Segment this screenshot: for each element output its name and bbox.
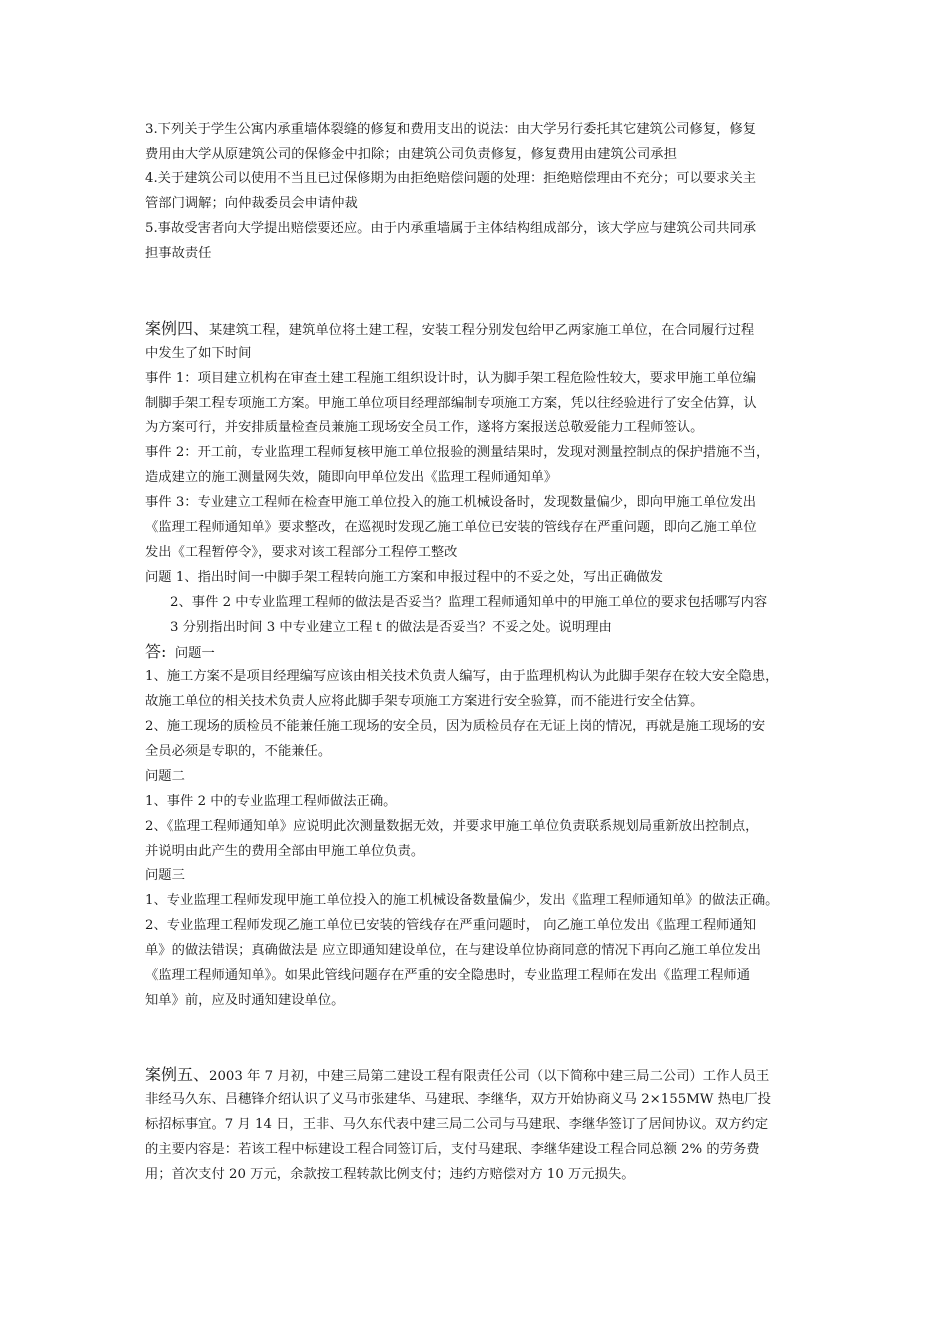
answer-subheading: 问题三 (145, 868, 185, 883)
question-line: 问题 1、指出时间一中脚手架工程转向施工方案和申报过程中的不妥之处，写出正确做发 (145, 570, 663, 585)
case5-title: 案例五、 (145, 1065, 210, 1084)
answer-line: 并说明由此产生的费用全部由甲施工单位负责。 (145, 844, 425, 859)
answer-heading (145, 642, 215, 664)
question-line: 3 分别指出时间 3 中专业建立工程ｔ的做法是否妥当？不妥之处。说明理由 (170, 620, 612, 635)
answer-line: 知单》前，应及时通知建设单位。 (145, 993, 345, 1008)
case4-title: 案例四、 (145, 319, 210, 338)
answer-label: 答: (145, 642, 167, 661)
case4-intro: 某建筑工程，建筑单位将土建工程，安装工程分别发包给甲乙两家施工单位，在合同履行过程 (209, 323, 755, 338)
answer-line: 1、专业监理工程师发现甲施工单位投入的施工机械设备数量偏少，发出《监理工程师通知单》的做法正确。 (145, 893, 779, 908)
paragraph-line: 发出《工程暂停令》，要求对该工程部分工程停工整改 (145, 545, 458, 560)
paragraph-line: 中发生了如下时间 (145, 346, 252, 361)
answer-line: 单》的做法错误；真确做法是 应立即通知建设单位，在与建设单位协商同意的情况下再向乙施工单位发出 (145, 943, 761, 958)
case4-heading-line (145, 319, 754, 341)
answer-line: 2、施工现场的质检员不能兼任施工现场的安全员，因为质检员存在无证上岗的情况，再就是施工现场的安 (145, 719, 766, 734)
paragraph-line: 费用由大学从原建筑公司的保修金中扣除；由建筑公司负责修复，修复费用由建筑公司承担 (145, 147, 677, 162)
paragraph-line: 管部门调解；向仲裁委员会申请仲裁 (145, 196, 358, 211)
paragraph-line: 3.下列关于学生公寓内承重墙体裂缝的修复和费用支出的说法：由大学另行委托其它建筑公司修复，修复 (145, 122, 757, 137)
paragraph-line: 制脚手架工程专项施工方案。甲施工单位项目经理部编制专项施工方案，凭以往经验进行了安全估算，认 (145, 396, 757, 411)
answer-line: 2、《监理工程师通知单》应说明此次测量数据无效，并要求甲施工单位负责联系规划局重新放出控制点， (145, 819, 759, 834)
paragraph-line: 非经马久东、吕穗锋介绍认识了义马市张建华、马建珉、李继华，双方开始协商义马 2×155MW 热电厂投 (145, 1092, 771, 1107)
paragraph-line: 造成建立的施工测量网失效，随即向甲单位发出《监理工程师通知单》 (145, 470, 558, 485)
answer-line: 1、施工方案不是项目经理编写应该由相关技术负责人编写，由于监理机构认为此脚手架存在较大安全隐患， (145, 669, 779, 684)
case5-heading-line (145, 1065, 769, 1087)
paragraph-line: 事件 3：专业建立工程师在检查甲施工单位投入的施工机械设备时，发现数量偏少，即向甲施工单位发出 (145, 495, 757, 510)
answer-line: 1、事件 2 中的专业监理工程师做法正确。 (145, 794, 397, 809)
answer-line: 《监理工程师通知单》。如果此管线问题存在严重的安全隐患时，专业监理工程师在发出《监理工程师通 (145, 968, 751, 983)
answer-subheading: 问题一 (174, 646, 215, 661)
question-line: 2、事件 2 中专业监理工程师的做法是否妥当？监理工程师通知单中的甲施工单位的要求包括哪写内容 (170, 595, 768, 610)
paragraph-line: 5.事故受害者向大学提出赔偿要还应。由于内承重墙属于主体结构组成部分，该大学应与建筑公司共同承 (145, 221, 757, 236)
case5-intro: 2003 年 7 月初，中建三局第二建设工程有限责任公司（以下简称中建三局二公司）工作人员王 (209, 1069, 770, 1084)
answer-line: 2、专业监理工程师发现乙施工单位已安装的管线存在严重问题时， 向乙施工单位发出《监理工程师通知 (145, 918, 757, 933)
paragraph-line: 用；首次支付 20 万元，余款按工程转款比例支付；违约方赔偿对方 10 万元损失。 (145, 1167, 635, 1182)
paragraph-line: 《监理工程师通知单》要求整改，在巡视时发现乙施工单位已安装的管线存在严重问题，即向乙施工单位 (145, 520, 757, 535)
paragraph-line: 标招标事宜。7 月 14 日，王非、马久东代表中建三局二公司与马建珉、李继华签订了居间协议。双方约定 (145, 1117, 769, 1132)
paragraph-line: 事件 2：开工前，专业监理工程师复核甲施工单位报验的测量结果时，发现对测量控制点的保护措施不当， (145, 445, 770, 460)
paragraph-line: 事件 1：项目建立机构在审查土建工程施工组织设计时，认为脚手架工程危险性较大，要求甲施工单位编 (145, 371, 757, 386)
paragraph-line: 4.关于建筑公司以使用不当且已过保修期为由拒绝赔偿问题的处理：拒绝赔偿理由不充分；可以要求关主 (145, 171, 757, 186)
paragraph-line: 的主要内容是：若该工程中标建设工程合同签订后，支付马建珉、李继华建设工程合同总额 2% 的劳务费 (145, 1142, 760, 1157)
answer-subheading: 问题二 (145, 769, 185, 784)
paragraph-line: 为方案可行，并安排质量检查员兼施工现场安全员工作，遂将方案报送总敬爱能力工程师签认。 (145, 420, 704, 435)
answer-line: 故施工单位的相关技术负责人应将此脚手架专项施工方案进行安全验算，而不能进行安全估算。 (145, 694, 704, 709)
paragraph-line: 担事故责任 (145, 246, 212, 261)
answer-line: 全员必须是专职的，不能兼任。 (145, 744, 332, 759)
